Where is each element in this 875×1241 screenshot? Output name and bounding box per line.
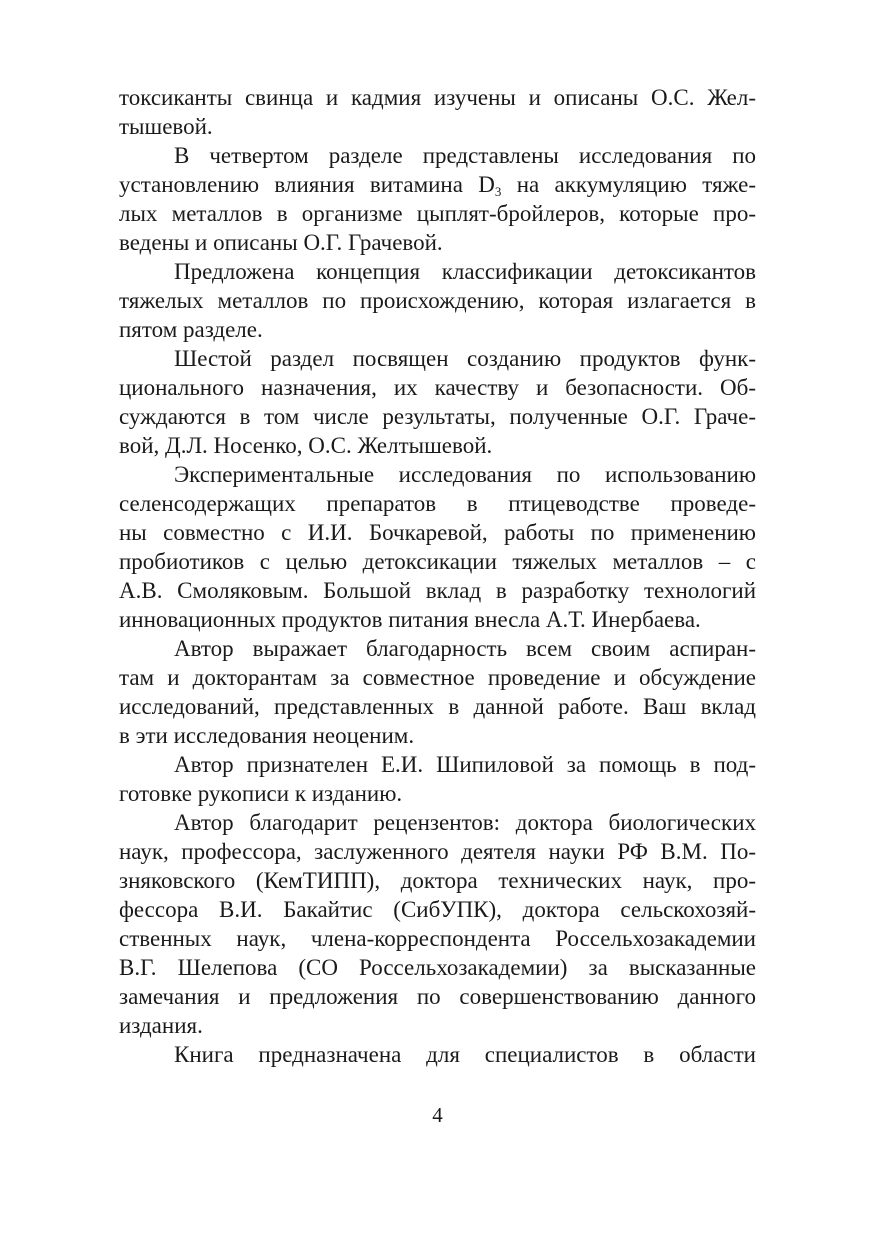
- text-line: В.Г. Шелепова (СО Россельхозакадемии) за высказанные: [119, 955, 756, 980]
- text-line: ственных наук, члена-корреспондента Россельхозакадемии: [119, 926, 756, 951]
- text-line: ны совместно с И.И. Бочкаревой, работы по применению: [119, 520, 756, 545]
- text-line: Автор выражает благодарность всем своим аспиран-: [174, 636, 756, 661]
- text-line: инновационных продуктов питания внесла А.Т. Инербаева.: [119, 607, 701, 632]
- text-line: Экспериментальные исследования по использованию: [174, 462, 756, 487]
- subscript: 3: [494, 184, 502, 199]
- text-line: токсиканты свинца и кадмия изучены и описаны О.С. Жел-: [119, 85, 756, 110]
- text-line: суждаются в том числе результаты, полученные О.Г. Граче-: [119, 404, 756, 429]
- text-line: Шестой раздел посвящен созданию продуктов функ-: [174, 346, 756, 371]
- text-line: [119, 170, 756, 199]
- text-line: издания.: [119, 1013, 203, 1038]
- text-line: ведены и описаны О.Г. Грачевой.: [119, 230, 443, 255]
- text-line: Автор благодарит рецензентов: доктора биологических: [174, 810, 756, 835]
- text-line: Автор признателен Е.И. Шипиловой за помощь в под-: [174, 752, 756, 777]
- paragraph: [119, 83, 756, 141]
- text-line: готовке рукописи к изданию.: [119, 781, 403, 806]
- text-line: там и докторантам за совместное проведение и обсуждение: [119, 665, 756, 690]
- text-line: тышевой.: [119, 114, 213, 139]
- paragraph: [119, 634, 756, 750]
- paragraph: [119, 141, 756, 257]
- text-line: вой, Д.Л. Носенко, О.С. Желтышевой.: [119, 433, 493, 458]
- page-body: [119, 83, 756, 1069]
- text-line: тяжелых металлов по происхождению, которая излагается в: [119, 288, 756, 313]
- text-line: ционального назначения, их качеству и безопасности. Об-: [119, 375, 756, 400]
- text-line: исследований, представленных в данной работе. Ваш вклад: [119, 694, 756, 719]
- paragraph: [119, 344, 756, 460]
- paragraph: [119, 257, 756, 344]
- text-line: в эти исследования неоценим.: [119, 723, 415, 748]
- text-fragment: на аккумуляцию тяже-: [501, 172, 756, 197]
- text-line: Книга предназначена для специалистов в области: [174, 1042, 756, 1067]
- paragraph: [119, 460, 756, 634]
- text-line: наук, профессора, заслуженного деятеля науки РФ В.М. По-: [119, 839, 756, 864]
- text-line: фессора В.И. Бакайтис (СибУПК), доктора сельскохозяй-: [119, 897, 756, 922]
- text-line: пробиотиков с целью детоксикации тяжелых металлов – с: [119, 549, 756, 574]
- text-line: Предложена концепция классификации детоксикантов: [174, 259, 756, 284]
- page-number: 4: [432, 1103, 443, 1127]
- text-line: зняковского (КемТИПП), доктора технических наук, про-: [119, 868, 756, 893]
- text-fragment: установлению влияния витамина D: [119, 172, 495, 197]
- paragraph: [119, 1040, 756, 1069]
- text-line: В четвертом разделе представлены исследования по: [174, 143, 756, 168]
- paragraph: [119, 750, 756, 808]
- text-line: замечания и предложения по совершенствованию данного: [119, 984, 756, 1009]
- text-line: пятом разделе.: [119, 317, 263, 342]
- text-line: А.В. Смоляковым. Большой вклад в разработку технологий: [119, 578, 756, 603]
- paragraph: [119, 808, 756, 1040]
- text-line: селенсодержащих препаратов в птицеводстве проведе-: [119, 491, 756, 516]
- text-line: лых металлов в организме цыплят-бройлеров, которые про-: [119, 201, 756, 226]
